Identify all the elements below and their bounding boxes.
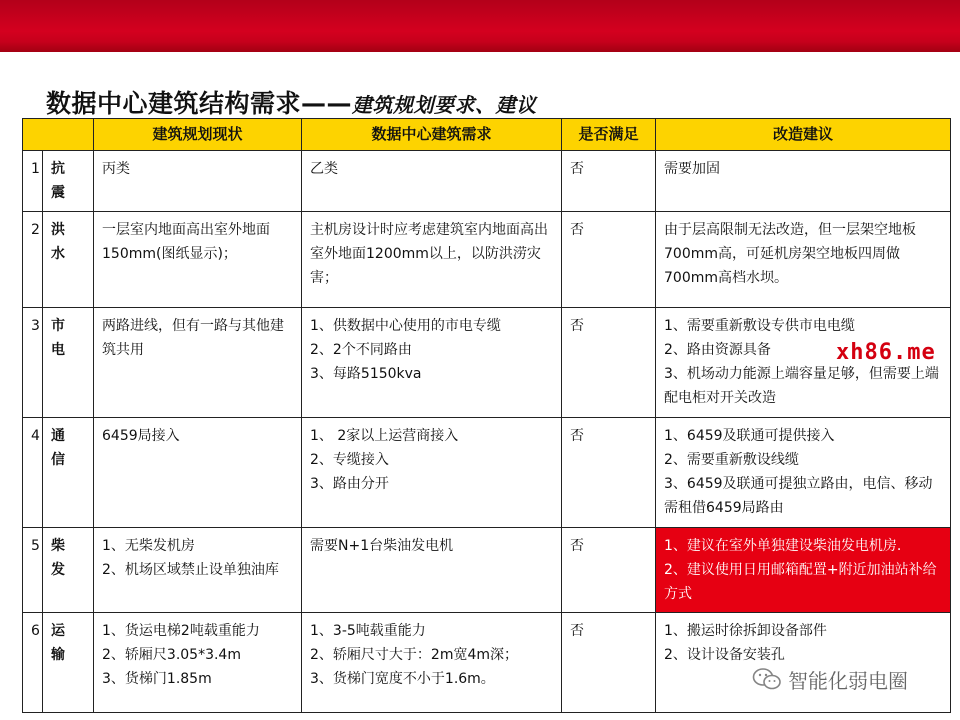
cell-current — [94, 151, 302, 212]
row-category — [43, 528, 94, 613]
cell-current-line: 2、轿厢尺3.05*3.4m — [102, 647, 241, 663]
page-title — [46, 84, 537, 120]
cell-satisfied: 否 — [562, 613, 656, 713]
cell-current — [94, 528, 302, 613]
cell-current — [94, 212, 302, 308]
row-category-char: 发 — [51, 562, 65, 578]
cell-advice-line: 1、建议在室外单独建设柴油发电机房. — [664, 538, 902, 554]
cell-need-line: 3、每路5150kva — [310, 366, 422, 382]
header-index — [23, 119, 94, 151]
cell-current-line: 两路进线，但有一路与其他建筑共用 — [102, 318, 284, 358]
top-red-band — [0, 0, 960, 52]
cell-advice — [656, 613, 951, 713]
title-subtitle: 建筑规划要求、建议 — [352, 93, 537, 117]
cell-need — [302, 151, 562, 212]
row-category-char: 市 — [51, 318, 65, 334]
row-number: 1 — [23, 151, 43, 212]
cell-current — [94, 418, 302, 528]
cell-advice — [656, 528, 951, 613]
cell-current-line: 1、货运电梯2吨载重能力 — [102, 623, 260, 639]
cell-need — [302, 308, 562, 418]
row-category-char: 电 — [51, 342, 65, 358]
row-category-char: 运 — [51, 623, 65, 639]
cell-advice — [656, 151, 951, 212]
table-row — [23, 212, 951, 308]
header-advice: 改造建议 — [656, 119, 951, 151]
row-category — [43, 418, 94, 528]
cell-need-line: 3、货梯门宽度不小于1.6m。 — [310, 671, 495, 687]
cell-advice-line: 需要加固 — [664, 161, 720, 177]
row-category-char: 信 — [51, 452, 65, 468]
cell-advice-line: 由于层高限制无法改造，但一层架空地板700mm高，可延机房架空地板四周做700mm高档水坝。 — [664, 222, 916, 286]
cell-current-line: 1、无柴发机房 — [102, 538, 195, 554]
cell-advice-line: 3、6459及联通可提独立路由，电信、移动需租借6459局路由 — [664, 476, 933, 516]
cell-need-line: 1、 2家以上运营商接入 — [310, 428, 459, 444]
cell-need — [302, 212, 562, 308]
title-main: 数据中心建筑结构需求 — [46, 89, 302, 118]
cell-advice-line: 1、需要重新敷设专供市电电缆 — [664, 318, 855, 334]
row-category-char: 通 — [51, 428, 65, 444]
cell-need-line: 主机房设计时应考虑建筑室内地面高出室外地面1200mm以上，以防洪涝灾害； — [310, 222, 548, 286]
cell-advice — [656, 212, 951, 308]
cell-need-line: 乙类 — [310, 161, 338, 177]
requirements-table — [22, 118, 951, 713]
table-row — [23, 308, 951, 418]
cell-advice-line: 2、设计设备安装孔 — [664, 647, 785, 663]
row-number: 2 — [23, 212, 43, 308]
cell-need-line: 1、3-5吨载重能力 — [310, 623, 426, 639]
cell-advice-line: 3、机场动力能源上端容量足够，但需要上端配电柜对开关改造 — [664, 366, 939, 406]
cell-satisfied: 否 — [562, 418, 656, 528]
row-category-char: 柴 — [51, 538, 65, 554]
site-watermark: xh86.me — [836, 340, 936, 365]
cell-advice-line: 1、6459及联通可提供接入 — [664, 428, 835, 444]
table-header-row — [23, 119, 951, 151]
title-dash: —— — [301, 89, 353, 118]
wechat-icon — [752, 667, 782, 691]
cell-satisfied: 否 — [562, 212, 656, 308]
row-number: 3 — [23, 308, 43, 418]
cell-satisfied: 否 — [562, 151, 656, 212]
cell-advice — [656, 418, 951, 528]
cell-need-line: 1、供数据中心使用的市电专缆 — [310, 318, 501, 334]
row-category-char: 洪 — [51, 222, 65, 238]
cell-need-line: 2、专缆接入 — [310, 452, 389, 468]
cell-need — [302, 418, 562, 528]
cell-need-line: 2、轿厢尺寸大于：2m宽4m深； — [310, 647, 518, 663]
header-need: 数据中心建筑需求 — [302, 119, 562, 151]
row-category — [43, 613, 94, 713]
cell-current-line: 6459局接入 — [102, 428, 180, 444]
cell-need — [302, 528, 562, 613]
cell-current-line: 丙类 — [102, 161, 130, 177]
row-category-char: 输 — [51, 647, 65, 663]
cell-current-line: 3、货梯门1.85m — [102, 671, 212, 687]
row-category — [43, 151, 94, 212]
cell-current — [94, 308, 302, 418]
cell-satisfied: 否 — [562, 308, 656, 418]
cell-advice-line: 2、建议使用日用邮箱配置+附近加油站补给方式 — [664, 562, 937, 602]
cell-need-line: 2、2个不同路由 — [310, 342, 412, 358]
row-category-char: 抗 — [51, 161, 65, 177]
row-category — [43, 308, 94, 418]
row-number: 4 — [23, 418, 43, 528]
row-category — [43, 212, 94, 308]
brand-watermark — [752, 664, 908, 694]
row-category-char: 震 — [51, 185, 65, 201]
cell-current-line: 2、机场区域禁止设单独油库 — [102, 562, 279, 578]
table-row — [23, 418, 951, 528]
cell-current — [94, 613, 302, 713]
table-row — [23, 613, 951, 713]
cell-need-line: 3、路由分开 — [310, 476, 389, 492]
cell-need-line: 需要N+1台柴油发电机 — [310, 538, 454, 554]
cell-advice-line: 1、搬运时徐拆卸设备部件 — [664, 623, 827, 639]
header-satisfied: 是否满足 — [562, 119, 656, 151]
header-current: 建筑规划现状 — [94, 119, 302, 151]
row-category-char: 水 — [51, 246, 65, 262]
brand-watermark-text: 智能化弱电圈 — [788, 668, 908, 693]
cell-current-line: 一层室内地面高出室外地面150mm(图纸显示)； — [102, 222, 270, 262]
row-number: 5 — [23, 528, 43, 613]
cell-advice-line: 2、路由资源具备 — [664, 342, 771, 358]
cell-advice-line: 2、需要重新敷设线缆 — [664, 452, 799, 468]
cell-need — [302, 613, 562, 713]
table-row — [23, 151, 951, 212]
row-number: 6 — [23, 613, 43, 713]
table-row — [23, 528, 951, 613]
cell-satisfied: 否 — [562, 528, 656, 613]
